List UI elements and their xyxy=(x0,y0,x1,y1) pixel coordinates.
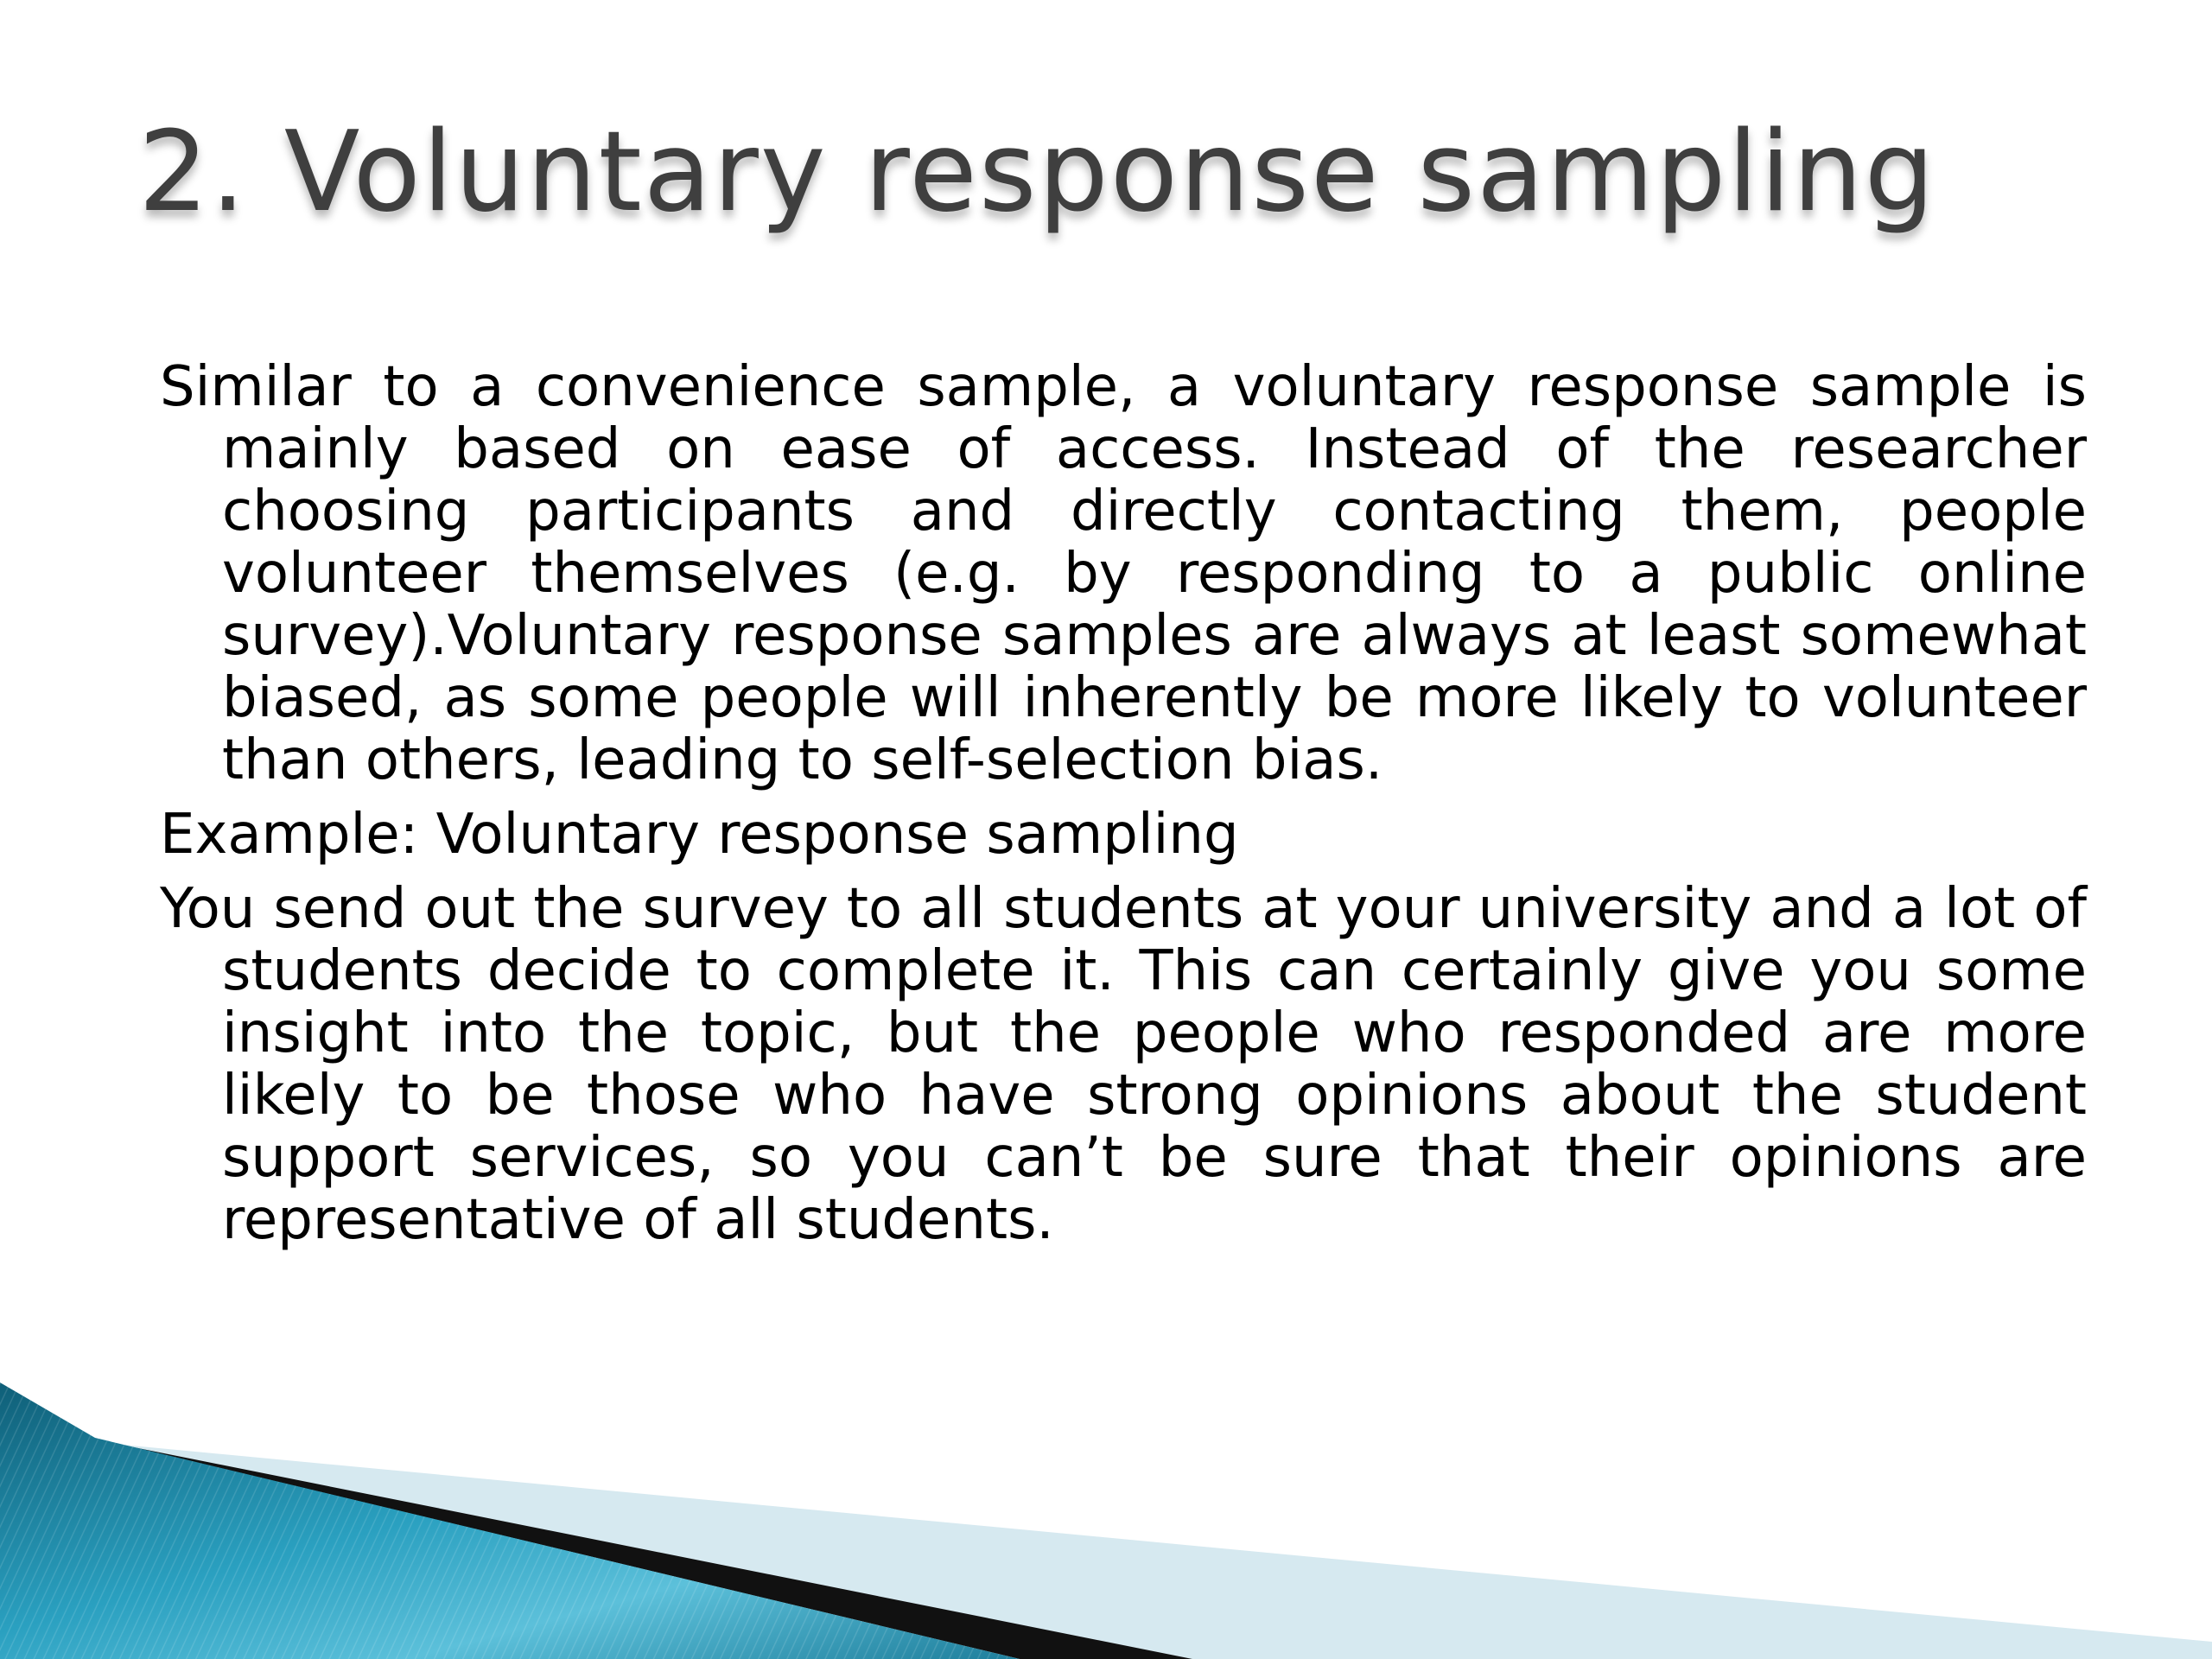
definition-paragraph: Similar to a convenience sample, a voluntary response sample is mainly based on ease of access. Instead of the researcher choosing participants and directly contacting them, people volunteer themselves (e.g. by responding to a public online survey).Voluntary response samples are always at least somewhat biased, as some people will inherently be more likely to volunteer than others, leading to self-selection bias. xyxy=(160,355,2087,792)
slide-body xyxy=(160,356,2087,1263)
example-paragraph: You send out the survey to all students at your university and a lot of students decide to complete it. This can certainly give you some insight into the topic, but the people who responded are more likely to be those who have strong opinions about the student support services, so you can’t be sure that their opinions are representative of all students. xyxy=(160,877,2087,1252)
example-heading: Example: Voluntary response sampling xyxy=(160,803,1239,867)
corner-swoosh-decoration xyxy=(0,1382,2212,1659)
slide-title: 2. Voluntary response sampling xyxy=(138,108,1936,237)
